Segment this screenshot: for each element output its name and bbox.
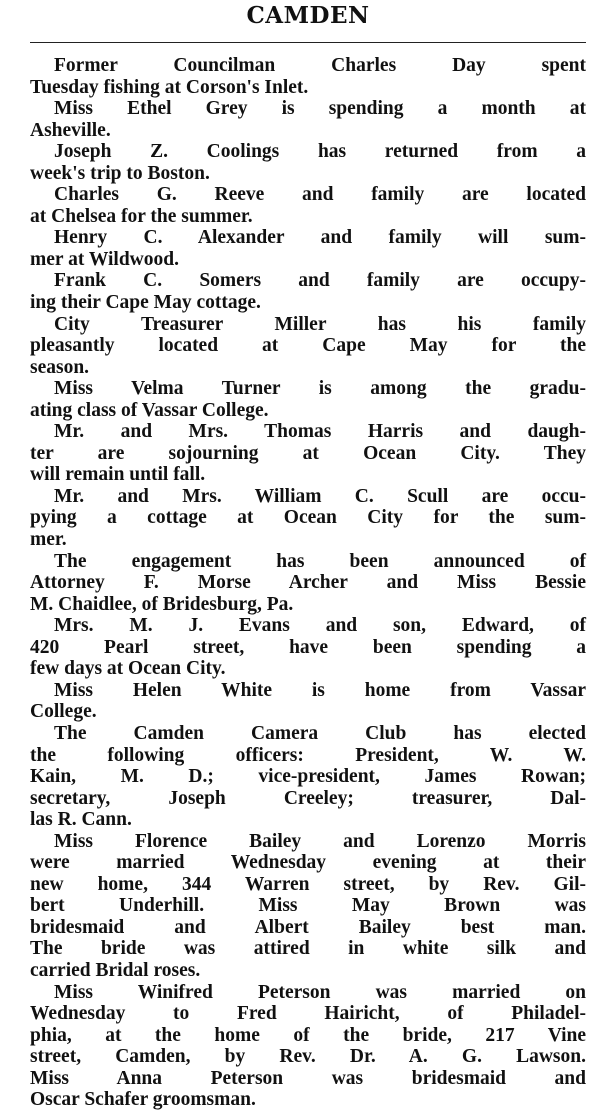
news-item-line: Miss Anna Peterson was bridesmaid and bbox=[30, 1067, 586, 1089]
news-item-line: Miss Ethel Grey is spending a month at bbox=[54, 98, 586, 120]
news-item-line: Mrs. M. J. Evans and son, Edward, of bbox=[54, 615, 586, 637]
news-item bbox=[30, 378, 586, 421]
news-item-line: ing their Cape May cottage. bbox=[30, 292, 261, 314]
news-item-line: Miss Winifred Peterson was married on bbox=[54, 981, 586, 1003]
news-item bbox=[30, 723, 586, 831]
news-item-line: carried Bridal roses. bbox=[30, 959, 201, 981]
news-item-line: at Chelsea for the summer. bbox=[30, 205, 253, 227]
news-item-line: Oscar Schafer groomsman. bbox=[30, 1089, 256, 1111]
news-item-line: The bride was attired in white silk and bbox=[30, 938, 586, 960]
news-item-line: week's trip to Boston. bbox=[30, 162, 210, 184]
news-item-line: M. Chaidlee, of Bridesburg, Pa. bbox=[30, 593, 294, 615]
news-item-line: pying a cottage at Ocean City for the sum- bbox=[30, 507, 586, 529]
news-item-line: Frank C. Somers and family are occupy- bbox=[54, 270, 586, 292]
news-item-line: will remain until fall. bbox=[30, 464, 206, 486]
news-item bbox=[30, 831, 586, 982]
news-item-line: bridesmaid and Albert Bailey best man. bbox=[30, 916, 586, 938]
news-item bbox=[30, 680, 586, 723]
news-item bbox=[30, 98, 586, 141]
news-item-line: Asheville. bbox=[30, 119, 111, 141]
news-item-line: phia, at the home of the bride, 217 Vine bbox=[30, 1024, 586, 1046]
news-item-line: secretary, Joseph Creeley; treasurer, Dal- bbox=[30, 787, 586, 809]
headline-rule bbox=[30, 42, 586, 43]
news-item-line: Henry C. Alexander and family will sum- bbox=[54, 227, 586, 249]
news-item bbox=[30, 270, 586, 313]
news-item bbox=[30, 314, 586, 379]
news-item bbox=[30, 184, 586, 227]
news-item bbox=[30, 141, 586, 184]
news-item-line: pleasantly located at Cape May for the bbox=[30, 335, 586, 357]
headline: CAMDEN bbox=[246, 2, 370, 29]
news-items bbox=[30, 55, 586, 1111]
news-item-line: were married Wednesday evening at their bbox=[30, 852, 586, 874]
news-item-line: Charles G. Reeve and family are located bbox=[54, 184, 586, 206]
news-item-line: the following officers: President, W. W. bbox=[30, 744, 586, 766]
news-item-line: Tuesday fishing at Corson's Inlet. bbox=[30, 76, 309, 98]
news-item-line: Miss Florence Bailey and Lorenzo Morris bbox=[54, 830, 586, 852]
news-item-line: 420 Pearl street, have been spending a bbox=[30, 636, 586, 658]
news-item-line: mer at Wildwood. bbox=[30, 248, 179, 270]
news-item-line: mer. bbox=[30, 529, 67, 551]
news-item bbox=[30, 55, 586, 98]
news-item-line: new home, 344 Warren street, by Rev. Gil- bbox=[30, 873, 586, 895]
news-item-line: City Treasurer Miller has his family bbox=[54, 313, 586, 335]
news-clipping bbox=[30, 0, 586, 1120]
news-item-line: bert Underhill. Miss May Brown was bbox=[30, 895, 586, 917]
news-item-line: few days at Ocean City. bbox=[30, 658, 226, 680]
news-item-line: Joseph Z. Coolings has returned from a bbox=[54, 141, 586, 163]
news-item-line: The engagement has been announced of bbox=[54, 550, 586, 572]
news-item-line: Kain, M. D.; vice-president, James Rowan; bbox=[30, 766, 586, 788]
news-item bbox=[30, 421, 586, 486]
news-item bbox=[30, 227, 586, 270]
news-item-line: season. bbox=[30, 356, 90, 378]
news-item-line: Miss Velma Turner is among the gradu- bbox=[54, 378, 586, 400]
news-item-line: Miss Helen White is home from Vassar bbox=[54, 679, 586, 701]
news-item-line: ter are sojourning at Ocean City. They bbox=[30, 442, 586, 464]
news-item bbox=[30, 486, 586, 551]
news-item-line: street, Camden, by Rev. Dr. A. G. Lawson. bbox=[30, 1046, 586, 1068]
news-item-line: las R. Cann. bbox=[30, 809, 132, 831]
news-item-line: Wednesday to Fred Hairicht, of Philadel- bbox=[30, 1003, 586, 1025]
news-item-line: Attorney F. Morse Archer and Miss Bessie bbox=[30, 572, 586, 594]
news-item-line: Mr. and Mrs. William C. Scull are occu- bbox=[54, 485, 586, 507]
news-item bbox=[30, 551, 586, 616]
news-item bbox=[30, 982, 586, 1111]
news-item-line: College. bbox=[30, 701, 97, 723]
news-item-line: Mr. and Mrs. Thomas Harris and daugh- bbox=[54, 421, 586, 443]
news-item bbox=[30, 615, 586, 680]
news-item-line: Former Councilman Charles Day spent bbox=[54, 55, 586, 76]
news-item-line: ating class of Vassar College. bbox=[30, 399, 269, 421]
news-item-line: The Camden Camera Club has elected bbox=[54, 722, 586, 744]
